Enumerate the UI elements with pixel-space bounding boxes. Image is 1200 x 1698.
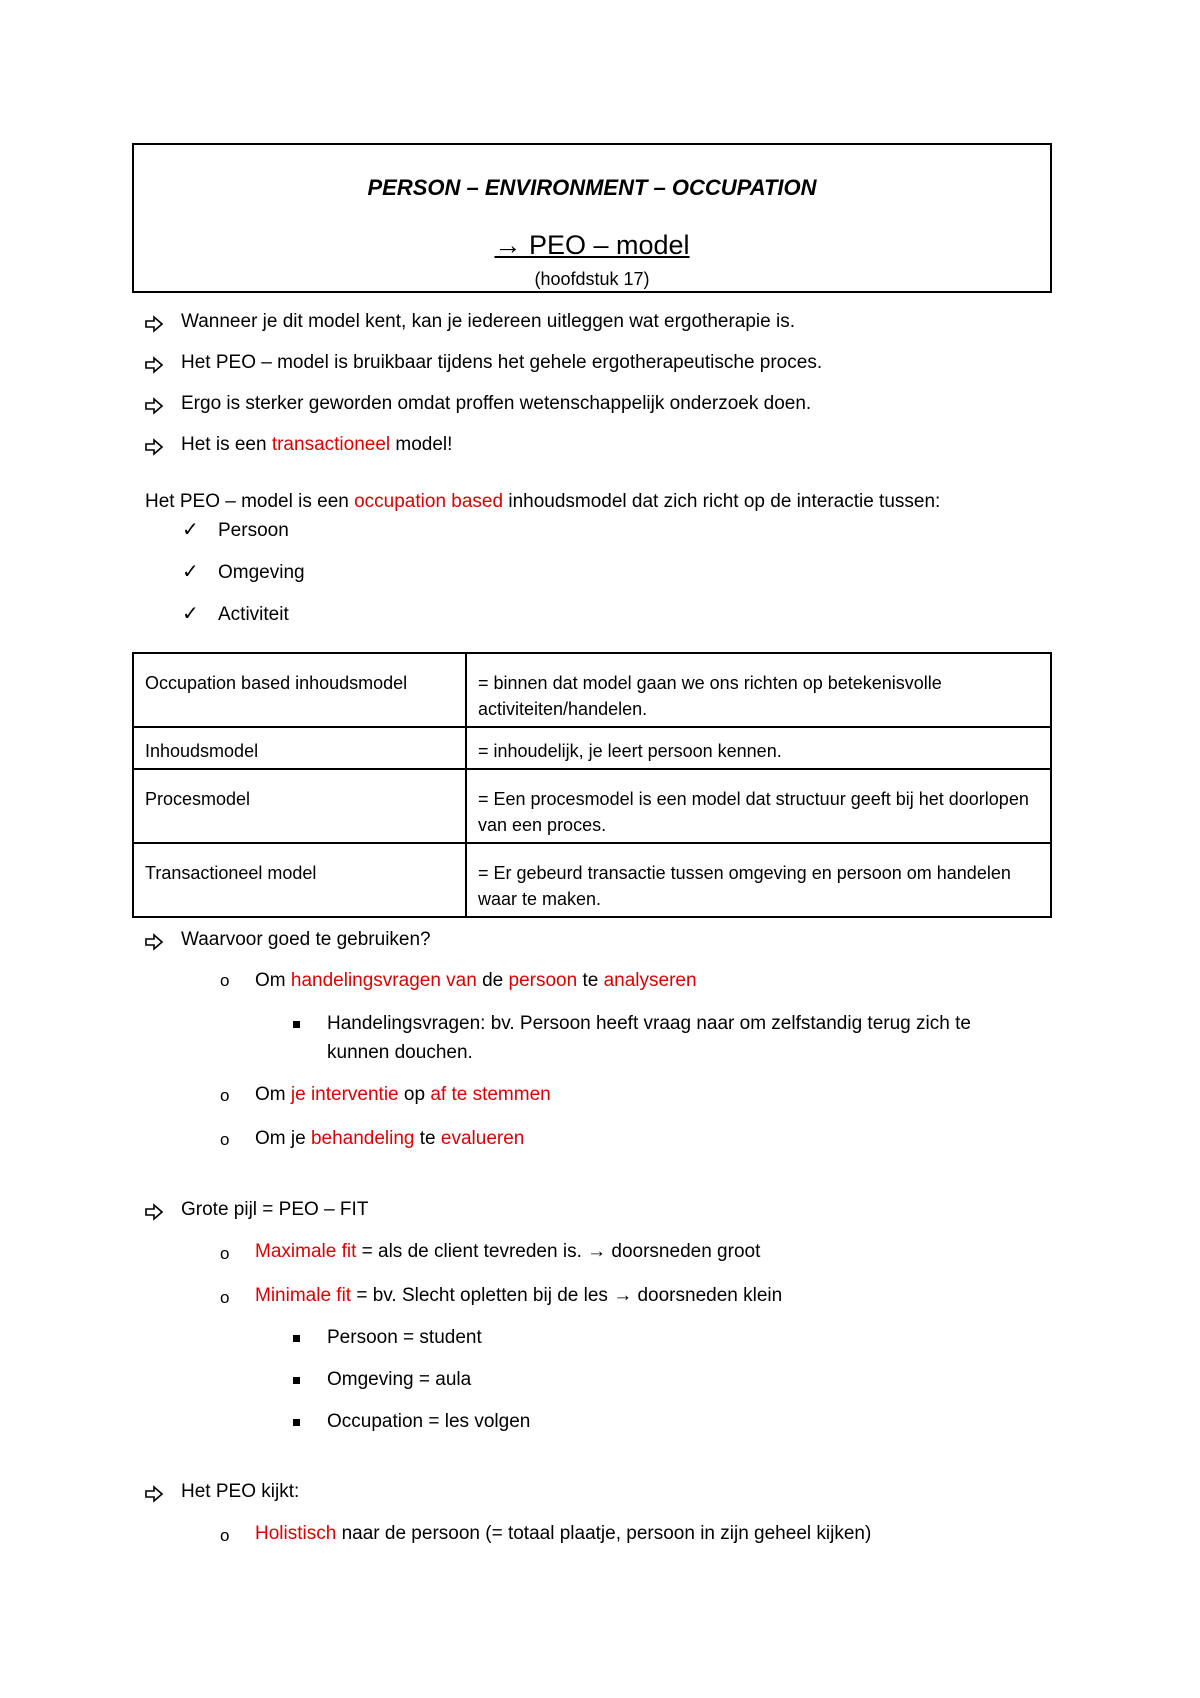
arrow-right-icon: → <box>587 1241 607 1262</box>
check-item: Persoon <box>218 520 289 541</box>
hollow-arrow-icon <box>145 1203 163 1221</box>
term-cell: Transactioneel model <box>133 843 466 917</box>
square-bullet-icon <box>293 1335 300 1342</box>
circle-bullet-icon: o <box>220 971 230 990</box>
fit-item-min: Minimale fit = bv. Slecht opletten bij de les → doorsneden klein <box>255 1285 783 1306</box>
term-cell: Occupation based inhoudsmodel <box>133 653 466 727</box>
arrow-right-icon: → <box>494 230 522 260</box>
circle-bullet-icon: o <box>220 1130 230 1149</box>
hollow-arrow-icon <box>145 438 163 456</box>
document-title: PERSON – ENVIRONMENT – OCCUPATION <box>367 175 817 200</box>
term-cell: Procesmodel <box>133 769 466 843</box>
circle-bullet-icon: o <box>220 1526 230 1545</box>
fit-sub-item: Persoon = student <box>327 1327 482 1348</box>
table-row <box>133 843 1051 917</box>
checkmark-icon: ✓ <box>182 603 199 625</box>
arrow-right-icon: → <box>613 1285 633 1306</box>
intro-point: Het PEO – model is bruikbaar tijdens het gehele ergotherapeutische proces. <box>181 352 823 373</box>
looks-item: Holistisch naar de persoon (= totaal plaatje, persoon in zijn geheel kijken) <box>255 1523 872 1544</box>
hollow-arrow-icon <box>145 933 163 951</box>
definition-cell: = Er gebeurd transactie tussen omgeving en persoon om handelen waar te maken. <box>466 843 1051 917</box>
check-item: Omgeving <box>218 562 305 583</box>
usage-question: Waarvoor goed te gebruiken? <box>181 929 431 950</box>
circle-bullet-icon: o <box>220 1086 230 1105</box>
peo-sentence: Het PEO – model is een occupation based inhoudsmodel dat zich richt op de interactie tussen: <box>145 491 941 512</box>
fit-sub-item: Omgeving = aula <box>327 1369 472 1390</box>
intro-point-transactional: Het is een transactioneel model! <box>181 434 453 455</box>
intro-point: Ergo is sterker geworden omdat proffen wetenschappelijk onderzoek doen. <box>181 393 812 414</box>
definition-cell: = Een procesmodel is een model dat structuur geeft bij het doorlopen van een proces. <box>466 769 1051 843</box>
definition-cell: = inhoudelijk, je leert persoon kennen. <box>466 727 1051 769</box>
usage-sub-item-continued: kunnen douchen. <box>327 1042 473 1063</box>
fit-heading: Grote pijl = PEO – FIT <box>181 1199 369 1220</box>
hollow-arrow-icon <box>145 356 163 374</box>
hollow-arrow-icon <box>145 397 163 415</box>
square-bullet-icon <box>293 1021 300 1028</box>
square-bullet-icon <box>293 1377 300 1384</box>
usage-item: Om je interventie op af te stemmen <box>255 1084 551 1105</box>
usage-sub-item: Handelingsvragen: bv. Persoon heeft vraag naar om zelfstandig terug zich te <box>327 1013 971 1034</box>
model-subtitle: → PEO – model <box>494 230 690 260</box>
checkmark-icon: ✓ <box>182 561 199 583</box>
check-item: Activiteit <box>218 604 289 625</box>
title-box <box>132 143 1052 293</box>
table-row <box>133 653 1051 727</box>
fit-item-max: Maximale fit = als de client tevreden is. → doorsneden groot <box>255 1241 761 1262</box>
circle-bullet-icon: o <box>220 1288 230 1307</box>
table-row <box>133 727 1051 769</box>
intro-point: Wanneer je dit model kent, kan je iedereen uitleggen wat ergotherapie is. <box>181 311 796 332</box>
hollow-arrow-icon <box>145 315 163 333</box>
table-row <box>133 769 1051 843</box>
definitions-table <box>132 652 1052 918</box>
hollow-arrow-icon <box>145 1485 163 1503</box>
circle-bullet-icon: o <box>220 1244 230 1263</box>
fit-sub-item: Occupation = les volgen <box>327 1411 531 1432</box>
chapter-label: (hoofdstuk 17) <box>534 269 650 289</box>
looks-heading: Het PEO kijkt: <box>181 1481 300 1502</box>
usage-item: Om je behandeling te evalueren <box>255 1128 525 1149</box>
term-cell: Inhoudsmodel <box>133 727 466 769</box>
definition-cell: = binnen dat model gaan we ons richten op betekenisvolle activiteiten/handelen. <box>466 653 1051 727</box>
checkmark-icon: ✓ <box>182 519 199 541</box>
usage-item: Om handelingsvragen van de persoon te analyseren <box>255 970 697 991</box>
square-bullet-icon <box>293 1419 300 1426</box>
